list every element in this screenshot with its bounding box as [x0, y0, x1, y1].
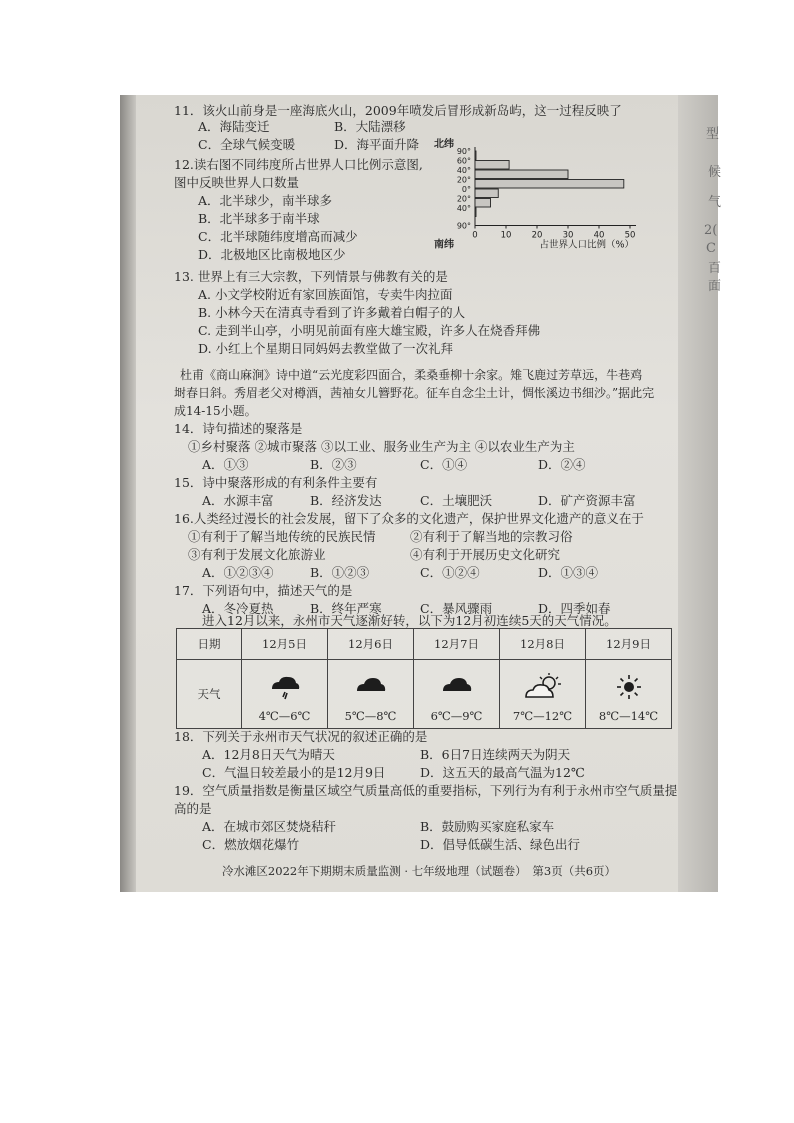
date-header: 日期: [177, 629, 242, 660]
q14-option-c: C．①④: [420, 457, 468, 472]
x-tick-label: 40: [593, 230, 605, 241]
x-tick-label: 10: [500, 230, 512, 241]
page-footer: 冷水滩区2022年下期期末质量监测 · 七年级地理（试题卷） 第3页（共6页）: [221, 864, 617, 878]
q11-option-b: B．大陆漂移: [334, 119, 406, 134]
sunny-icon: [614, 673, 644, 704]
question-15-stem: 15．诗中聚落形成的有利条件主要有: [174, 475, 378, 490]
q18-option-d: D．这五天的最高气温为12℃: [420, 765, 585, 780]
north-latitude-label: 北纬: [434, 139, 454, 150]
weather-cell: [500, 660, 586, 729]
date-cell: 12月8日: [500, 629, 586, 660]
latitude-tick-label: 60°: [456, 156, 471, 166]
temperature-range: 7℃—12℃: [512, 709, 573, 723]
population-bar: [475, 180, 624, 189]
weather-table-weather-row: [177, 660, 672, 729]
question-17-stem: 17．下列语句中，描述天气的是: [174, 583, 353, 598]
q15-option-d: D．矿产资源丰富: [538, 493, 636, 508]
exam-page-photo: [120, 95, 722, 892]
page-edge-shadow: [120, 95, 136, 892]
q18-option-b: B．6日7日连续两天为阴天: [420, 747, 571, 762]
q13-option-d: D. 小红上个星期日同妈妈去教堂做了一次礼拜: [198, 341, 454, 356]
population-bar: [475, 161, 509, 170]
side-text: 候: [708, 165, 722, 180]
partly-cloudy-icon: [523, 673, 563, 704]
q14-option-b: B．②③: [310, 457, 357, 472]
q16-item-3: ③有利于发展文化旅游业: [188, 547, 326, 562]
south-latitude-label: 南纬: [434, 239, 454, 251]
x-tick-label: 0: [472, 230, 478, 241]
question-19-stem: 19．空气质量指数是衡量区域空气质量高低的重要指标，下列行为有利于永州市空气质量提: [174, 783, 678, 798]
side-text: 面: [708, 279, 722, 294]
overcast-icon: [440, 673, 474, 700]
x-tick-label: 20: [531, 230, 543, 241]
q12-option-d: D．北极地区比南极地区少: [198, 247, 346, 262]
latitude-population-chart: [430, 139, 670, 289]
temperature-range: 5℃—8℃: [344, 709, 397, 723]
population-bar: [475, 199, 491, 208]
latitude-tick-label: 40°: [456, 204, 471, 213]
q15-option-c: C．土壤肥沃: [420, 493, 493, 508]
side-text: 百: [708, 261, 722, 276]
latitude-population-chart-svg: [430, 139, 670, 289]
population-bar: [475, 189, 498, 198]
q14-option-a: A．①③: [202, 457, 249, 472]
latitude-tick-label: 20°: [456, 194, 471, 204]
q17-option-b: B．终年严寒: [310, 601, 382, 616]
q19-option-c: C．燃放烟花爆竹: [202, 837, 300, 852]
q19-option-b: B．鼓励购买家庭私家车: [420, 819, 555, 834]
weather-table: [176, 628, 672, 729]
question-12-stem-cont: 图中反映世界人口数量: [174, 175, 300, 190]
population-bar: [475, 151, 476, 160]
weather-header: 天气: [177, 660, 242, 729]
question-11-stem: 11．该火山前身是一座海底火山，2009年喷发后冒形成新岛屿，这一过程反映了: [174, 103, 622, 118]
temperature-range: 6℃—9℃: [430, 709, 483, 723]
q11-option-a: A．海陆变迁: [198, 119, 270, 134]
q12-option-c: C．北半球随纬度增高而减少: [198, 229, 358, 244]
side-text: 型: [706, 127, 720, 142]
weather-cell: [242, 660, 328, 729]
weather-cell: [328, 660, 414, 729]
poem-passage-line-2: 埘春日斜。秀眉老父对樽酒，茜袖女儿簪野花。征车自念尘土计，惆怅溪边书细沙。”据此完: [174, 386, 655, 400]
q11-option-c: C．全球气候变暖: [198, 137, 296, 152]
q13-option-a: A. 小文学校附近有家回族面馆，专卖牛肉拉面: [198, 287, 453, 302]
poem-passage-line-3: 成14-15小题。: [174, 404, 257, 418]
q18-option-a: A．12月8日天气为晴天: [202, 747, 335, 762]
q17-option-c: C．暴风骤雨: [420, 601, 493, 616]
q15-option-a: A．水源丰富: [202, 493, 274, 508]
question-13-stem: 13. 世界上有三大宗教，下列情景与佛教有关的是: [174, 269, 448, 284]
q16-option-d: D．①③④: [538, 565, 599, 580]
latitude-tick-label: 90°: [456, 221, 471, 231]
x-tick-label: 50: [624, 230, 636, 241]
overcast-icon: [354, 673, 388, 700]
population-bar: [475, 170, 568, 179]
poem-passage-line-1: 杜甫《商山麻涧》诗中道“云光度彩四面合，柔桑垂柳十余家。雉飞鹿过芳草远，牛巷鸡: [180, 368, 643, 382]
weather-cell: [586, 660, 672, 729]
q16-item-1: ①有利于了解当地传统的民族民情: [188, 529, 376, 544]
q16-item-2: ②有利于了解当地的宗教习俗: [410, 529, 573, 544]
question-14-stem: 14．诗句描述的聚落是: [174, 421, 303, 436]
date-cell: 12月6日: [328, 629, 414, 660]
q15-option-b: B．经济发达: [310, 493, 382, 508]
side-text: 2(: [704, 223, 718, 238]
x-axis-title: 占世界人口比例（%）: [539, 239, 634, 251]
q19-option-d: D．倡导低碳生活、绿色出行: [420, 837, 581, 852]
q14-items: ①乡村聚落 ②城市聚落 ③以工业、服务业生产为主 ④以农业生产为主: [188, 439, 575, 454]
q18-option-c: C．气温日较差最小的是12月9日: [202, 765, 386, 780]
weather-cell: [414, 660, 500, 729]
q12-option-a: A．北半球少，南半球多: [198, 193, 333, 208]
weather-intro: 进入12月以来，永州市天气逐渐好转，以下为12月初连续5天的天气情况。: [202, 613, 617, 628]
light-rain-icon: [268, 673, 302, 706]
question-12-stem: 12.读右图不同纬度所占世界人口比例示意图,: [174, 157, 423, 172]
question-18-stem: 18．下列关于永州市天气状况的叙述正确的是: [174, 729, 428, 744]
q16-item-4: ④有利于开展历史文化研究: [410, 547, 561, 562]
q19-option-a: A．在城市郊区焚烧秸秆: [202, 819, 337, 834]
q16-option-a: A．①②③④: [202, 565, 274, 580]
date-cell: 12月5日: [242, 629, 328, 660]
latitude-tick-label: 20°: [456, 175, 471, 185]
q17-option-d: D．四季如春: [538, 601, 611, 616]
date-cell: 12月7日: [414, 629, 500, 660]
temperature-range: 4℃—6℃: [258, 709, 311, 723]
date-cell: 12月9日: [586, 629, 672, 660]
side-text: C: [706, 241, 716, 256]
latitude-tick-label: 40°: [456, 166, 471, 175]
weather-table-date-row: [177, 629, 672, 660]
question-19-stem-cont: 高的是: [174, 801, 212, 816]
q11-option-d: D．海平面升降: [334, 137, 420, 152]
q12-option-b: B．北半球多于南半球: [198, 211, 320, 226]
latitude-tick-label: 0°: [461, 185, 471, 194]
x-tick-label: 30: [562, 230, 574, 241]
adjacent-page-strip: [678, 95, 718, 892]
q16-option-b: B．①②③: [310, 565, 370, 580]
temperature-range: 8℃—14℃: [598, 709, 659, 723]
q13-option-c: C. 走到半山亭，小明见前面有座大雄宝殿，许多人在烧香拜佛: [198, 323, 541, 338]
q17-option-a: A．冬冷夏热: [202, 601, 274, 616]
question-16-stem: 16.人类经过漫长的社会发展，留下了众多的文化遗产，保护世界文化遗产的意义在于: [174, 511, 644, 526]
latitude-tick-label: 90°: [456, 147, 471, 156]
q16-option-c: C．①②④: [420, 565, 480, 580]
q14-option-d: D．②④: [538, 457, 586, 472]
population-bar: [475, 208, 476, 217]
q13-option-b: B. 小林今天在清真寺看到了许多戴着白帽子的人: [198, 305, 466, 320]
side-text: 气: [708, 195, 722, 210]
